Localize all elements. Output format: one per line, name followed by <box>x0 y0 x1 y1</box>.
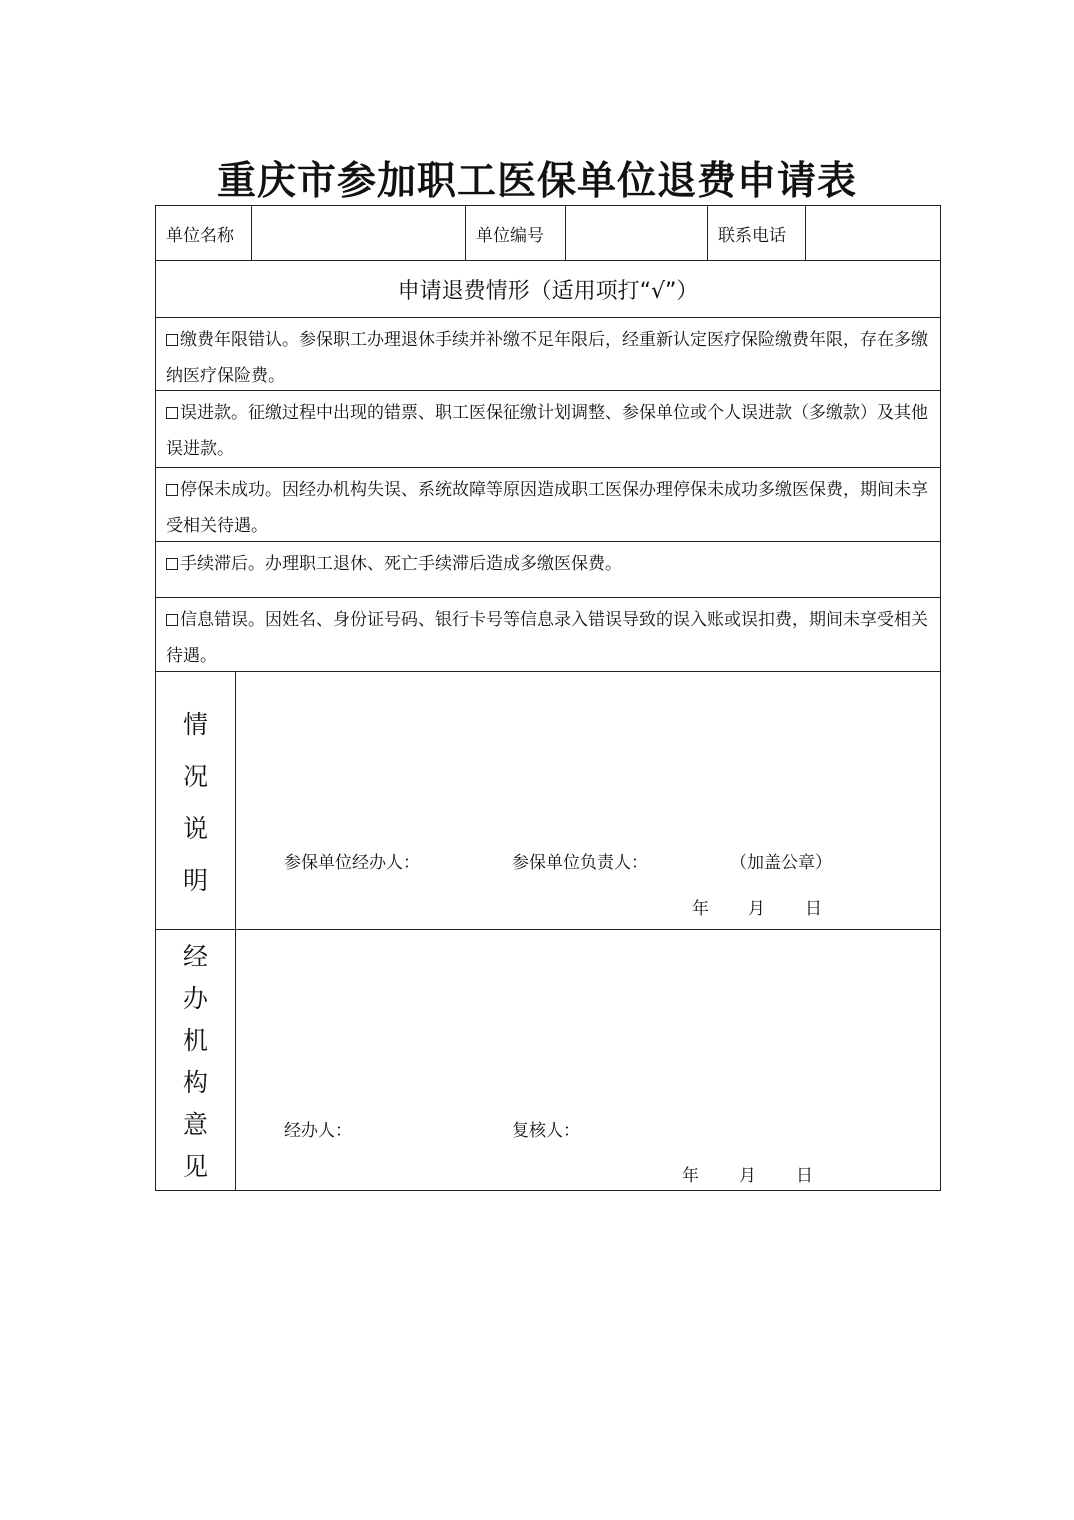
checkbox[interactable] <box>166 407 178 419</box>
agency-label-char: 机 <box>182 1026 208 1055</box>
seal-note: （加盖公章） <box>730 853 832 873</box>
date-year: 年 <box>692 899 709 919</box>
checkbox[interactable] <box>166 484 178 496</box>
form-title: 重庆市参加职工医保单位退费申请表 <box>216 158 857 204</box>
agency-label-char: 意 <box>182 1110 208 1139</box>
checkbox[interactable] <box>166 558 178 570</box>
unit-operator-label: 参保单位经办人： <box>284 853 420 873</box>
date-month: 月 <box>748 899 765 919</box>
situation-body[interactable] <box>236 672 940 929</box>
situation-label-char: 说 <box>182 813 208 843</box>
option-row <box>156 468 940 542</box>
date-year: 年 <box>682 1166 699 1186</box>
situation-section <box>156 672 940 930</box>
agency-reviewer-label: 复核人： <box>512 1121 580 1141</box>
option-row <box>156 391 940 468</box>
unit-name-label: 单位名称 <box>156 206 252 260</box>
unit-code-label: 单位编号 <box>466 206 566 260</box>
option-text: 手续滞后。办理职工退休、死亡手续滞后造成多缴医保费。 <box>180 554 622 574</box>
situation-label-char: 明 <box>182 865 208 895</box>
agency-opinion-body[interactable] <box>236 930 940 1190</box>
date-month: 月 <box>739 1166 756 1186</box>
situation-label <box>156 672 236 929</box>
refund-application-form <box>155 205 941 1191</box>
option-row <box>156 542 940 598</box>
checkbox[interactable] <box>166 334 178 346</box>
section-heading: 申请退费情形（适用项打“√”） <box>156 261 940 318</box>
situation-label-char: 况 <box>182 761 208 791</box>
agency-opinion-label <box>156 930 236 1190</box>
option-text: 停保未成功。因经办机构失误、系统故障等原因造成职工医保办理停保未成功多缴医保费，期间未享受相关待遇。 <box>166 480 928 536</box>
agency-label-char: 见 <box>182 1152 208 1181</box>
phone-label: 联系电话 <box>708 206 806 260</box>
header-row <box>156 206 940 261</box>
option-row <box>156 318 940 391</box>
unit-responsible-label: 参保单位负责人： <box>512 853 648 873</box>
agency-label-char: 经 <box>182 942 208 971</box>
option-text: 缴费年限错认。参保职工办理退休手续并补缴不足年限后，经重新认定医疗保险缴费年限，存在多缴纳医疗保险费。 <box>166 330 928 386</box>
checkbox[interactable] <box>166 614 178 626</box>
option-text: 误进款。征缴过程中出现的错票、职工医保征缴计划调整、参保单位或个人误进款（多缴款）及其他误进款。 <box>166 403 928 459</box>
agency-label-char: 办 <box>182 984 208 1013</box>
option-row <box>156 598 940 672</box>
agency-label-char: 构 <box>182 1068 208 1097</box>
phone-field[interactable] <box>806 206 940 260</box>
agency-operator-label: 经办人： <box>284 1121 352 1141</box>
unit-name-field[interactable] <box>252 206 466 260</box>
unit-code-field[interactable] <box>566 206 708 260</box>
option-text: 信息错误。因姓名、身份证号码、银行卡号等信息录入错误导致的误入账或误扣费，期间未享受相关待遇。 <box>166 610 928 666</box>
agency-opinion-section <box>156 930 940 1190</box>
situation-label-char: 情 <box>182 709 208 739</box>
date-day: 日 <box>796 1166 813 1186</box>
date-day: 日 <box>805 899 822 919</box>
